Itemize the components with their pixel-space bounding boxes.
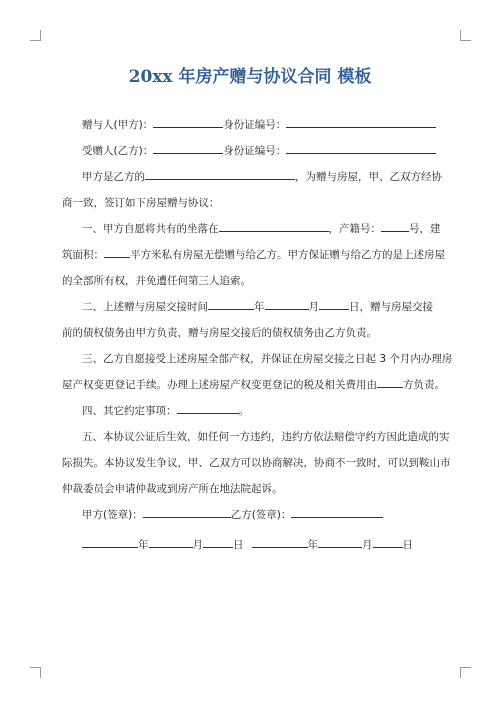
intro-line-2 — [62, 190, 438, 216]
party-b-day-label: 日 — [402, 539, 413, 551]
clause-1-text-e: 平方米私有房屋无偿赠与给乙方。甲方保证赠与给乙方的是上述房屋 — [130, 249, 445, 261]
donor-label: 赠与人(甲方)： — [82, 119, 154, 131]
donor-id-label: 身份证编号： — [223, 119, 287, 131]
clause-3-line-2 — [62, 372, 445, 398]
intro-text-c: 商一致，签订如下房屋赠与协议： — [62, 197, 220, 209]
clause-1-text-a: 一、甲方自愿将共有的坐落在 — [82, 223, 219, 235]
donee-id-label: 身份证编号： — [223, 145, 287, 157]
other-terms-blank[interactable] — [177, 400, 239, 414]
clause-1-text-d: 筑面积： — [62, 249, 104, 261]
party-a-sign-label: 甲方(签章)： — [82, 509, 143, 521]
crop-mark-top-left — [30, 30, 41, 41]
clause-3-text-b: 屋产权变更登记手续。办理上述房屋产权变更登记的税及相关费用由 — [62, 379, 377, 391]
clause-5-line-3 — [62, 476, 438, 502]
donee-name-blank[interactable] — [153, 140, 223, 154]
clause-2-text-a: 二、上述赠与房屋交接时间 — [82, 301, 208, 313]
party-b-year-blank[interactable] — [252, 534, 308, 548]
party-a-month-blank[interactable] — [149, 534, 193, 548]
handover-year-blank[interactable] — [208, 296, 254, 310]
clause-1-line-2 — [62, 242, 445, 268]
document-title: 20xx 年房产赠与协议合同 模板 — [128, 67, 372, 87]
date-line — [62, 532, 438, 558]
clause-1-text-f: 的全部所有权，并免遭任何第三人追索。 — [62, 275, 251, 287]
intro-text-a: 甲方是乙方的 — [82, 171, 145, 183]
intro-text-b: ，为赠与房屋，甲、乙双方经协 — [295, 171, 442, 183]
document-body — [62, 112, 453, 558]
donee-label: 受赠人(乙方)： — [82, 145, 154, 157]
day-label: 日 — [349, 301, 360, 313]
clause-5-line-2 — [62, 450, 451, 476]
party-b-year-label: 年 — [307, 539, 318, 551]
clause-2-text-c: 前的债权债务由甲方负责，赠与房屋交接后的债权债务由乙方负责。 — [62, 327, 377, 339]
signature-line — [62, 502, 438, 528]
crop-mark-bottom-right — [460, 667, 471, 678]
handover-day-blank[interactable] — [319, 296, 349, 310]
relationship-blank[interactable] — [145, 166, 295, 180]
clause-1-text-c: 号，建 — [409, 223, 441, 235]
donee-line — [62, 138, 438, 164]
donor-id-blank[interactable] — [286, 114, 436, 128]
floor-area-blank[interactable] — [104, 244, 130, 258]
clause-1-text-b: ，产籍号： — [328, 223, 381, 235]
clause-4-text-b: 。 — [238, 405, 249, 417]
clause-4-line — [62, 398, 438, 424]
party-b-day-blank[interactable] — [373, 534, 403, 548]
clause-3-text-c: 方负责。 — [403, 379, 445, 391]
clause-2-line-1 — [62, 294, 438, 320]
clause-3-line-1 — [62, 346, 453, 372]
clause-2-line-2 — [62, 320, 438, 346]
party-a-year-label: 年 — [138, 539, 149, 551]
clause-4-text-a: 四、其它约定事项： — [82, 405, 177, 417]
year-label: 年 — [254, 301, 265, 313]
donor-name-blank[interactable] — [153, 114, 223, 128]
clause-5-line-1 — [62, 424, 450, 450]
party-b-sign-label: 乙方(签章)： — [230, 509, 292, 521]
clause-5-text-b: 际损失。本协议发生争议，甲、乙双方可以协商解决，协商不一致时，可以到鞍山市 — [62, 457, 451, 469]
property-location-blank[interactable] — [219, 218, 329, 232]
month-label: 月 — [308, 301, 319, 313]
clause-5-text-a: 五、本协议公证后生效，如任何一方违约，违约方依法赔偿守约方因此造成的实 — [82, 431, 450, 443]
clause-3-text-a: 三、乙方自愿接受上述房屋全部产权，并保证在房屋交接之日起 3 个月内办理房 — [82, 353, 453, 365]
party-a-month-label: 月 — [192, 539, 203, 551]
party-a-day-label: 日 — [233, 539, 244, 551]
intro-line-1 — [62, 164, 442, 190]
party-a-year-blank[interactable] — [82, 534, 138, 548]
party-b-signature-blank[interactable] — [291, 504, 383, 518]
crop-mark-top-right — [460, 30, 471, 41]
fee-payer-blank[interactable] — [377, 374, 403, 388]
handover-month-blank[interactable] — [265, 296, 309, 310]
property-number-blank[interactable] — [381, 218, 409, 232]
party-b-month-label: 月 — [362, 539, 373, 551]
donor-line — [62, 112, 438, 138]
party-a-day-blank[interactable] — [203, 534, 233, 548]
clause-2-text-b: ，赠与房屋交接 — [359, 301, 433, 313]
clause-5-text-c: 仲裁委员会申请仲裁或到房产所在地法院起诉。 — [62, 483, 283, 495]
clause-1-line-1 — [62, 216, 441, 242]
party-a-signature-blank[interactable] — [143, 504, 231, 518]
crop-mark-bottom-left — [30, 667, 41, 678]
party-b-month-blank[interactable] — [318, 534, 362, 548]
donee-id-blank[interactable] — [286, 140, 436, 154]
clause-1-line-3 — [62, 268, 438, 294]
